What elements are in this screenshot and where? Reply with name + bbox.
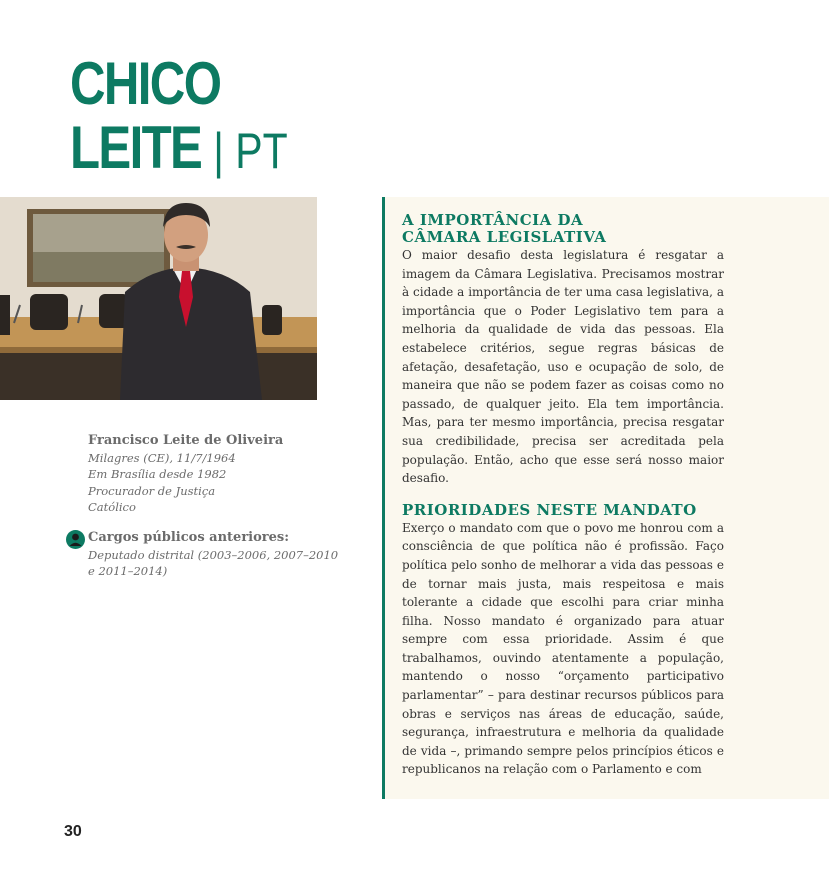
previous-positions-heading: Cargos públicos anteriores: <box>88 530 290 545</box>
page-number: 30 <box>64 823 82 840</box>
portrait-photo <box>0 197 317 400</box>
person-silhouette-icon <box>66 530 85 554</box>
politician-name-title <box>70 52 288 183</box>
religion-info: Católico <box>88 500 136 514</box>
previous-positions <box>66 530 346 580</box>
section-body-importance: O maior desafio desta legislatura é resgatar a imagem da Câmara Legislativa. Precisamos mostrar à cidade a importância de ter uma casa legislativa, a importância que o Poder Legislativo tem para a melhoria da qualidade de vida das pessoas. Ela estabelece critérios, segue regras básicas de afetação, desafetação, uso e ocupação de solo, de maneira que não se podem fazer as coisas como no passado, de qualquer jeito. Ela tem importância. Mas, para ter mesmo importância, precisa resgatar sua credibilidade, precisa ser acreditada pela população. Então, acho que esse será nosso maior desafio. <box>402 248 724 486</box>
birth-info: Milagres (CE), 11/7/1964 <box>88 450 236 465</box>
occupation-info: Procurador de Justiça <box>88 483 216 498</box>
title-first-name: CHICO <box>70 50 221 117</box>
residence-info: Em Brasília desde 1982 <box>88 467 227 481</box>
full-name: Francisco Leite de Oliveira <box>88 433 284 448</box>
bio-block <box>88 433 348 516</box>
section-body-priorities: Exerço o mandato com que o povo me honrou com a consciência de que política não é profissão. Faço política pelo sonho de melhorar a vida das pessoas e de tornar mais justa, mais respeitosa e mais tolerante a cidade que escolhi para criar minha filha. Nosso mandato é organizado para atuar sempre com essa prioridade. Assim é que trabalhamos, ouvindo atentamente a população, mantendo o nosso “orçamento participativo parlamentar” – para destinar recursos públicos para obras e serviços nas áreas de educação, saúde, segurança, infraestrutura e melhoria da qualidade de vida –, primando sempre pelos princípios éticos e republicanos na relação com o Parlamento e com <box>402 520 724 777</box>
party-label: | PT <box>213 123 288 179</box>
previous-positions-text: Deputado distrital (2003–2006, 2007–2010 e 2011–2014) <box>88 547 339 578</box>
interview-panel <box>382 197 829 799</box>
section-heading-importance: A IMPORTÂNCIA DA CÂMARA LEGISLATIVA <box>402 211 607 246</box>
section-heading-priorities: PRIORIDADES NESTE MANDATO <box>402 500 697 519</box>
title-last-name: LEITE <box>70 114 202 181</box>
